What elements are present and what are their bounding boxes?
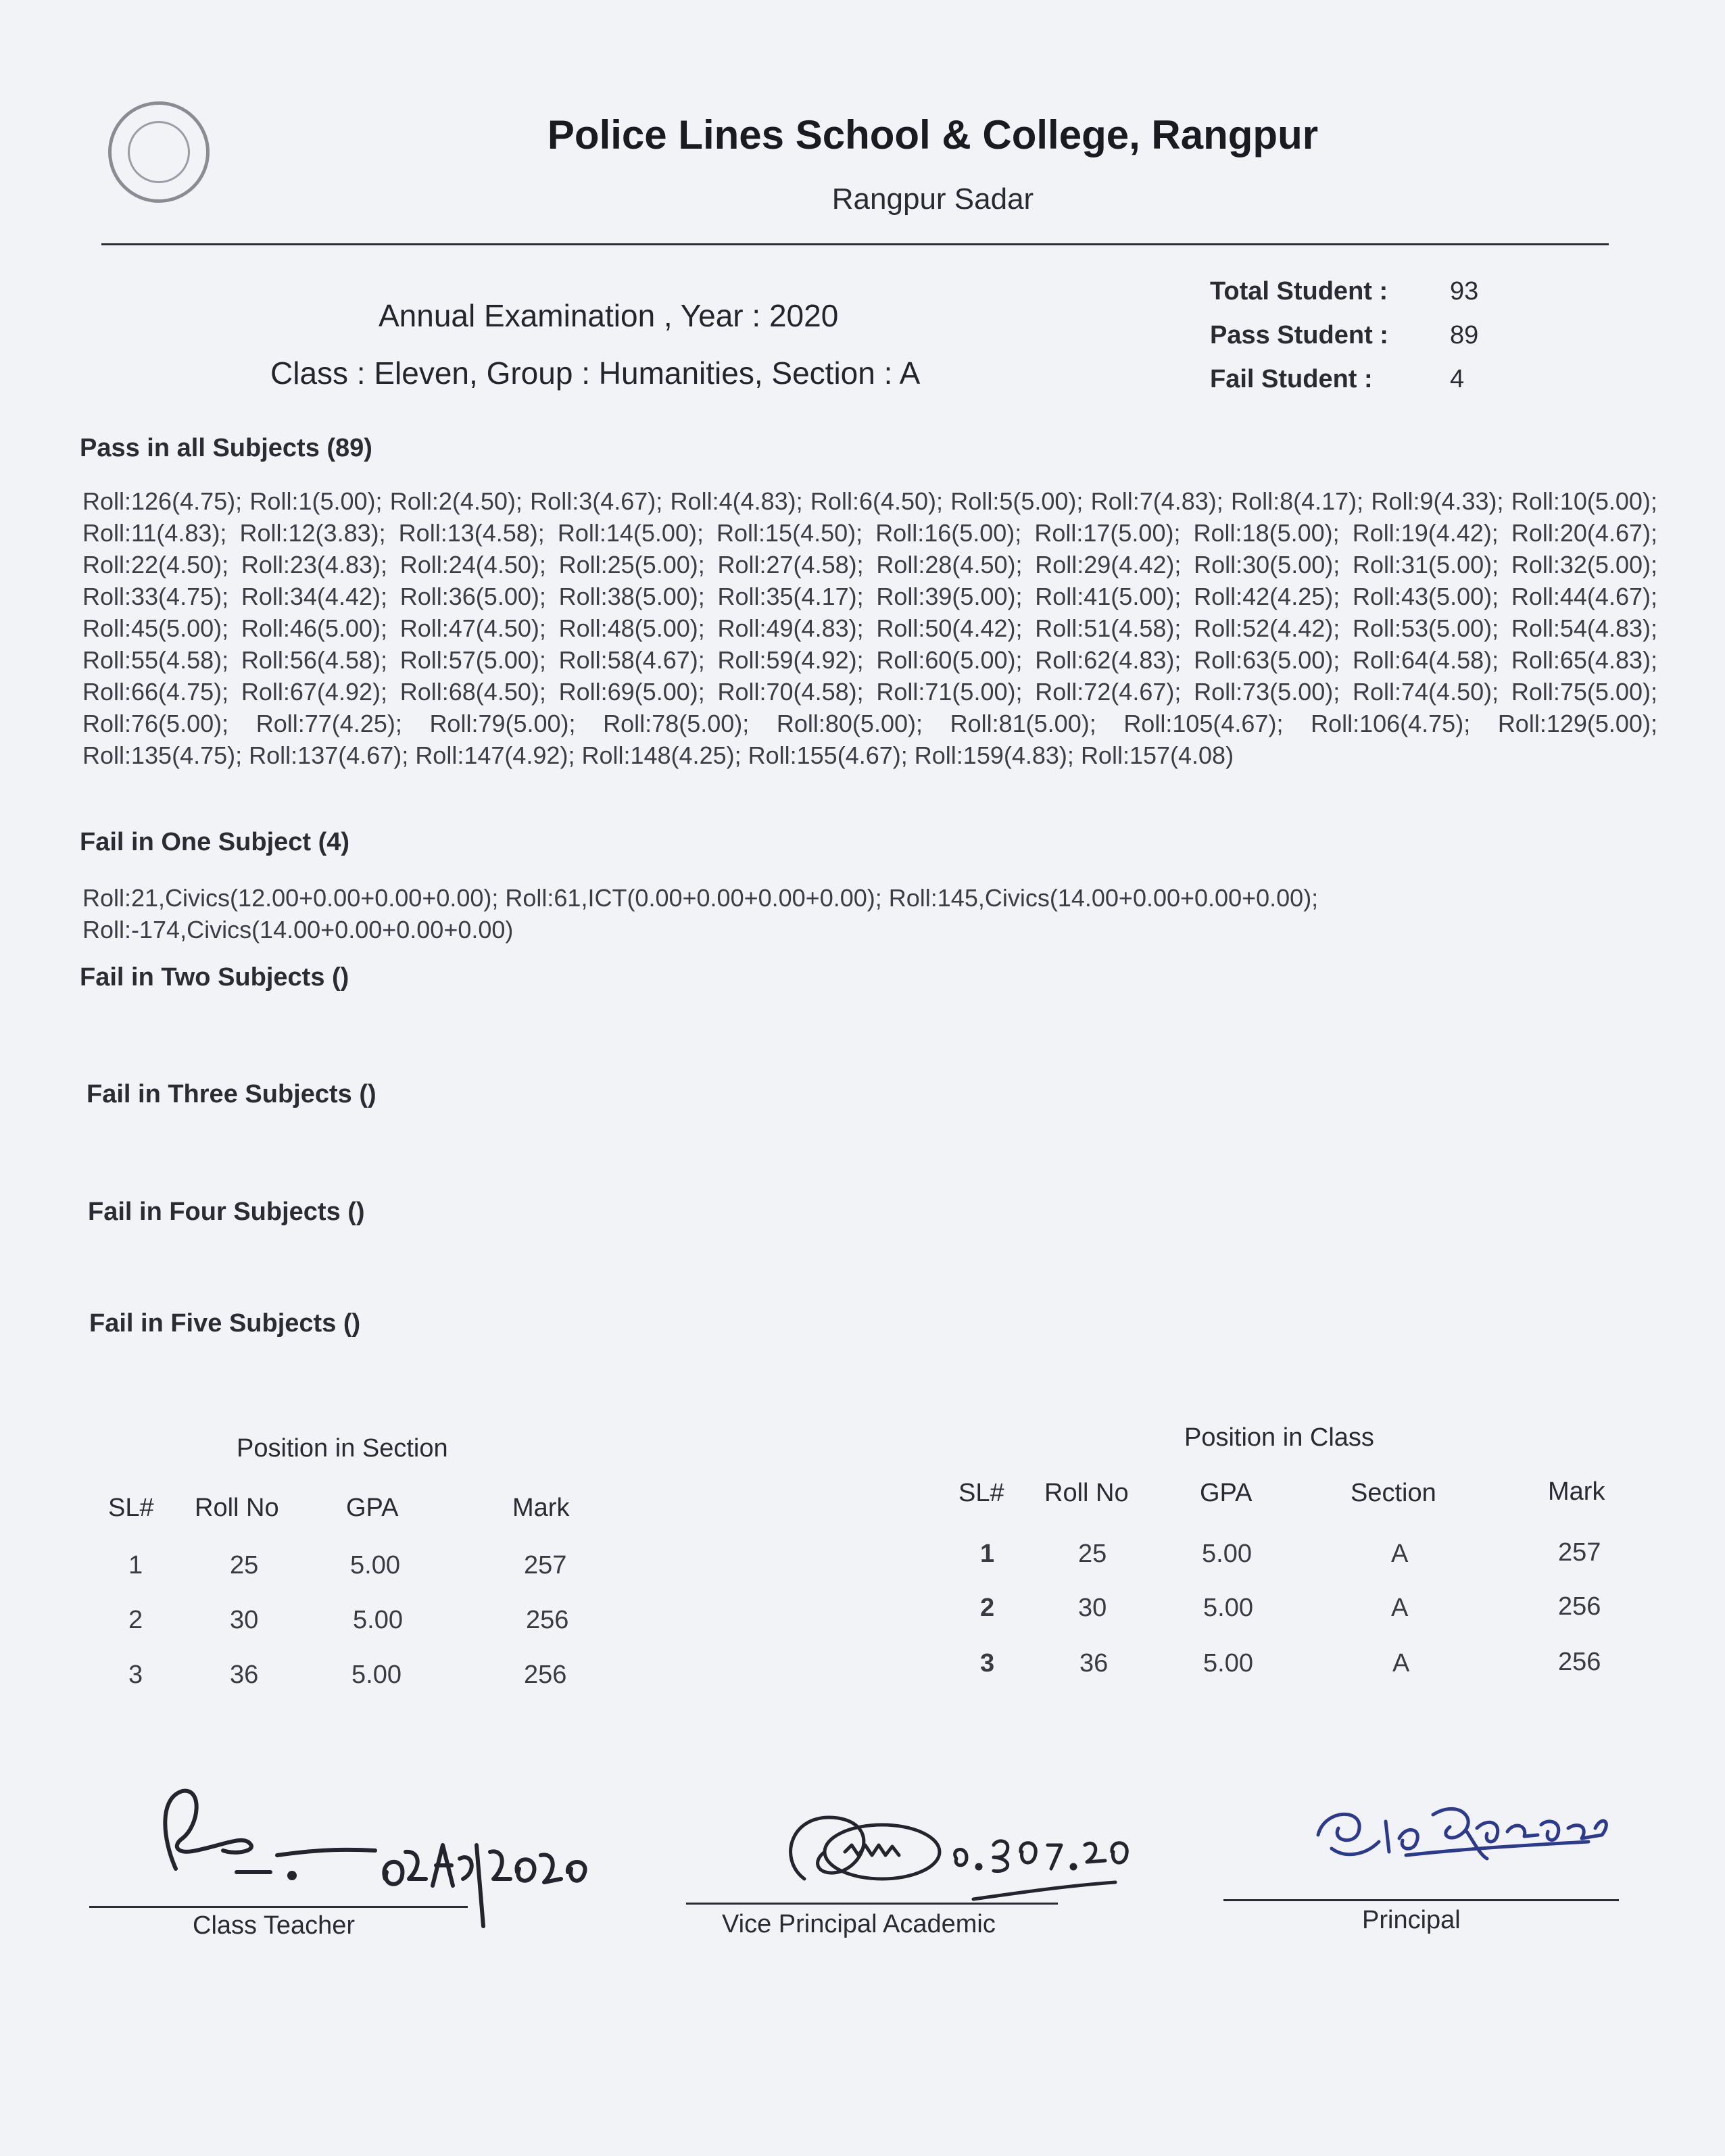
section-cell: 36 <box>230 1661 259 1689</box>
pass-roll-item: Roll:9(4.33); <box>1371 487 1504 515</box>
pass-roll-item: Roll:72(4.67); <box>1035 678 1182 706</box>
pass-roll-item: Roll:42(4.25); <box>1194 583 1340 610</box>
pass-roll-item: Roll:48(5.00); <box>558 614 705 642</box>
pass-roll-item: Roll:70(4.58); <box>717 678 864 706</box>
pass-roll-item: Roll:106(4.75); <box>1311 710 1471 737</box>
pass-roll-item: Roll:2(4.50); <box>389 487 523 515</box>
section-header-gpa: GPA <box>346 1494 399 1522</box>
pass-roll-item: Roll:16(5.00); <box>875 519 1022 547</box>
pass-roll-item: Roll:17(5.00); <box>1034 519 1181 547</box>
pass-roll-item: Roll:12(3.83); <box>239 519 386 547</box>
pass-roll-item: Roll:34(4.42); <box>241 583 387 610</box>
pass-roll-item: Roll:44(4.67); <box>1511 583 1657 610</box>
pass-roll-item: Roll:15(4.50); <box>716 519 863 547</box>
school-name: Police Lines School & College, Rangpur <box>547 112 1319 157</box>
stat-pass <box>1210 321 1479 350</box>
pass-roll-item: Roll:49(4.83); <box>717 614 864 642</box>
pass-roll-item: Roll:126(4.75); <box>82 487 243 515</box>
fail-three-heading: Fail in Three Subjects () <box>87 1080 376 1108</box>
fail-one-heading: Fail in One Subject (4) <box>80 828 350 856</box>
pass-roll-item: Roll:71(5.00); <box>876 678 1023 706</box>
school-location: Rangpur Sadar <box>831 182 1034 216</box>
stat-total-label: Total Student : <box>1210 277 1388 305</box>
pass-roll-item: Roll:32(5.00); <box>1511 551 1657 579</box>
pass-all-heading: Pass in all Subjects (89) <box>80 434 372 462</box>
pass-roll-item: Roll:155(4.67); <box>748 741 908 769</box>
stat-fail-label: Fail Student : <box>1210 365 1373 393</box>
section-header-sl: SL# <box>108 1494 154 1522</box>
pass-roll-item: Roll:41(5.00); <box>1035 583 1182 610</box>
pass-roll-item: Roll:7(4.83); <box>1090 487 1223 515</box>
pass-roll-item: Roll:159(4.83); <box>914 741 1074 769</box>
section-cell: 256 <box>526 1606 569 1634</box>
class-header-sl: SL# <box>958 1479 1004 1507</box>
pass-roll-item: Roll:59(4.92); <box>717 646 864 674</box>
pass-roll-item: Roll:135(4.75); <box>82 741 243 769</box>
pass-roll-item: Roll:50(4.42); <box>876 614 1023 642</box>
pass-roll-item: Roll:55(4.58); <box>82 646 229 674</box>
pass-roll-item: Roll:29(4.42); <box>1035 551 1182 579</box>
section-cell: 257 <box>524 1551 567 1579</box>
class-header-roll: Roll No <box>1044 1479 1129 1507</box>
pass-roll-item: Roll:68(4.50); <box>399 678 546 706</box>
pass-all-list <box>82 485 1657 771</box>
class-header-mark: Mark <box>1548 1477 1605 1506</box>
pass-roll-item: Roll:79(5.00); <box>429 710 576 737</box>
pass-roll-item: Roll:65(4.83); <box>1511 646 1657 674</box>
pass-roll-item: Roll:77(4.25); <box>256 710 402 737</box>
section-cell: 30 <box>230 1606 259 1634</box>
class-cell: 30 <box>1078 1594 1107 1622</box>
class-info: Class : Eleven, Group : Humanities, Section : A <box>270 356 921 391</box>
vice-principal-label: Vice Principal Academic <box>722 1910 996 1938</box>
class-teacher-label: Class Teacher <box>193 1911 356 1940</box>
pass-roll-item: Roll:38(5.00); <box>558 583 705 610</box>
pass-roll-item: Roll:105(4.67); <box>1123 710 1284 737</box>
pass-roll-item: Roll:20(4.67); <box>1511 519 1657 547</box>
pass-roll-item: Roll:51(4.58); <box>1035 614 1182 642</box>
section-header-mark: Mark <box>512 1494 570 1522</box>
section-cell: 5.00 <box>350 1551 400 1579</box>
class-cell: 1 <box>980 1540 995 1568</box>
pass-roll-item: Roll:53(5.00); <box>1353 614 1499 642</box>
pass-roll-item: Roll:148(4.25); <box>581 741 742 769</box>
pass-roll-item: Roll:39(5.00); <box>876 583 1023 610</box>
fail-two-heading: Fail in Two Subjects () <box>80 963 349 991</box>
pass-roll-item: Roll:11(4.83); <box>82 519 227 547</box>
pass-roll-item: Roll:6(4.50); <box>810 487 944 515</box>
pass-roll-item: Roll:56(4.58); <box>241 646 387 674</box>
class-cell: 25 <box>1078 1540 1107 1568</box>
pass-roll-item: Roll:36(5.00); <box>399 583 546 610</box>
section-cell: 1 <box>128 1551 143 1579</box>
position-class-title: Position in Class <box>1184 1423 1374 1452</box>
pass-roll-item: Roll:78(5.00); <box>603 710 750 737</box>
class-cell: 256 <box>1558 1592 1601 1621</box>
fail-four-heading: Fail in Four Subjects () <box>88 1198 365 1226</box>
pass-roll-item: Roll:46(5.00); <box>241 614 387 642</box>
pass-roll-item: Roll:60(5.00); <box>876 646 1023 674</box>
class-cell: 5.00 <box>1202 1540 1252 1568</box>
pass-roll-item: Roll:73(5.00); <box>1194 678 1340 706</box>
stat-pass-label: Pass Student : <box>1210 321 1388 349</box>
pass-roll-item: Roll:8(4.17); <box>1231 487 1364 515</box>
stat-total-value: 93 <box>1450 277 1479 305</box>
pass-roll-item: Roll:19(4.42); <box>1352 519 1499 547</box>
class-cell: 36 <box>1079 1649 1109 1677</box>
header-divider <box>101 243 1609 245</box>
section-cell: 3 <box>128 1661 143 1689</box>
exam-title: Annual Examination , Year : 2020 <box>379 298 839 333</box>
pass-roll-item: Roll:52(4.42); <box>1194 614 1340 642</box>
class-cell: A <box>1391 1540 1409 1568</box>
class-header-gpa: GPA <box>1200 1479 1253 1507</box>
pass-roll-item: Roll:31(5.00); <box>1353 551 1499 579</box>
pass-roll-item: Roll:129(5.00); <box>1497 710 1657 737</box>
principal-label: Principal <box>1362 1906 1461 1934</box>
pass-roll-item: Roll:5(5.00); <box>950 487 1084 515</box>
pass-roll-item: Roll:76(5.00); <box>82 710 229 737</box>
vice-principal-sig-line <box>686 1903 1058 1905</box>
pass-roll-item: Roll:67(4.92); <box>241 678 387 706</box>
pass-roll-item: Roll:157(4.08) <box>1080 741 1234 769</box>
class-cell: A <box>1391 1594 1409 1622</box>
pass-roll-item: Roll:18(5.00); <box>1193 519 1340 547</box>
stat-total <box>1210 277 1479 306</box>
pass-roll-item: Roll:13(4.58); <box>398 519 545 547</box>
stat-fail-value: 4 <box>1450 365 1465 393</box>
pass-roll-item: Roll:28(4.50); <box>876 551 1023 579</box>
section-cell: 256 <box>524 1661 567 1689</box>
class-header-section: Section <box>1351 1479 1436 1507</box>
stat-fail <box>1210 365 1465 394</box>
principal-signature <box>1305 1794 1622 1896</box>
pass-roll-item: Roll:147(4.92); <box>415 741 575 769</box>
pass-roll-item: Roll:66(4.75); <box>82 678 229 706</box>
pass-roll-item: Roll:62(4.83); <box>1035 646 1182 674</box>
fail-one-list: Roll:21,Civics(12.00+0.00+0.00+0.00); Roll:61,ICT(0.00+0.00+0.00+0.00); Roll:145,Civics(14.00+0.00+0.00+0.00); Roll:-174,Civics(14.00+0.00+0.00+0.00) <box>82 884 1319 944</box>
pass-roll-item: Roll:63(5.00); <box>1194 646 1340 674</box>
section-cell: 5.00 <box>353 1606 403 1634</box>
pass-roll-item: Roll:1(5.00); <box>249 487 383 515</box>
fail-five-heading: Fail in Five Subjects () <box>89 1309 361 1338</box>
pass-roll-item: Roll:45(5.00); <box>82 614 229 642</box>
section-header-roll: Roll No <box>195 1494 279 1522</box>
class-teacher-sig-line <box>89 1906 468 1908</box>
pass-roll-item: Roll:33(4.75); <box>82 583 229 610</box>
pass-roll-item: Roll:30(5.00); <box>1194 551 1340 579</box>
section-cell: 2 <box>128 1606 143 1634</box>
pass-roll-item: Roll:10(5.00); <box>1511 487 1657 515</box>
class-cell: 2 <box>980 1594 995 1622</box>
pass-roll-item: Roll:14(5.00); <box>557 519 704 547</box>
section-cell: 25 <box>230 1551 259 1579</box>
pass-roll-item: Roll:69(5.00); <box>558 678 705 706</box>
pass-roll-item: Roll:22(4.50); <box>82 551 229 579</box>
pass-roll-item: Roll:3(4.67); <box>530 487 663 515</box>
pass-roll-item: Roll:27(4.58); <box>717 551 864 579</box>
pass-roll-item: Roll:43(5.00); <box>1353 583 1499 610</box>
principal-sig-line <box>1223 1899 1619 1901</box>
class-cell: 3 <box>980 1649 995 1677</box>
pass-roll-item: Roll:24(4.50); <box>399 551 546 579</box>
vice-principal-signature <box>764 1798 1142 1919</box>
class-cell: 5.00 <box>1203 1594 1253 1622</box>
pass-roll-item: Roll:54(4.83); <box>1511 614 1657 642</box>
position-section-title: Position in Section <box>237 1434 448 1463</box>
class-cell: 257 <box>1558 1538 1601 1567</box>
pass-roll-item: Roll:4(4.83); <box>670 487 803 515</box>
pass-roll-item: Roll:25(5.00); <box>558 551 705 579</box>
class-cell: 256 <box>1558 1648 1601 1676</box>
pass-roll-item: Roll:35(4.17); <box>717 583 864 610</box>
pass-roll-item: Roll:57(5.00); <box>399 646 546 674</box>
class-cell: A <box>1392 1649 1410 1677</box>
pass-roll-item: Roll:64(4.58); <box>1353 646 1499 674</box>
section-cell: 5.00 <box>351 1661 402 1689</box>
class-cell: 5.00 <box>1203 1649 1253 1677</box>
pass-roll-item: Roll:47(4.50); <box>399 614 546 642</box>
pass-roll-item: Roll:137(4.67); <box>249 741 409 769</box>
pass-roll-item: Roll:75(5.00); <box>1511 678 1657 706</box>
pass-roll-item: Roll:74(4.50); <box>1353 678 1499 706</box>
pass-roll-item: Roll:80(5.00); <box>776 710 923 737</box>
stat-pass-value: 89 <box>1450 321 1479 349</box>
pass-roll-item: Roll:58(4.67); <box>558 646 705 674</box>
pass-roll-item: Roll:81(5.00); <box>950 710 1096 737</box>
pass-roll-item: Roll:23(4.83); <box>241 551 387 579</box>
